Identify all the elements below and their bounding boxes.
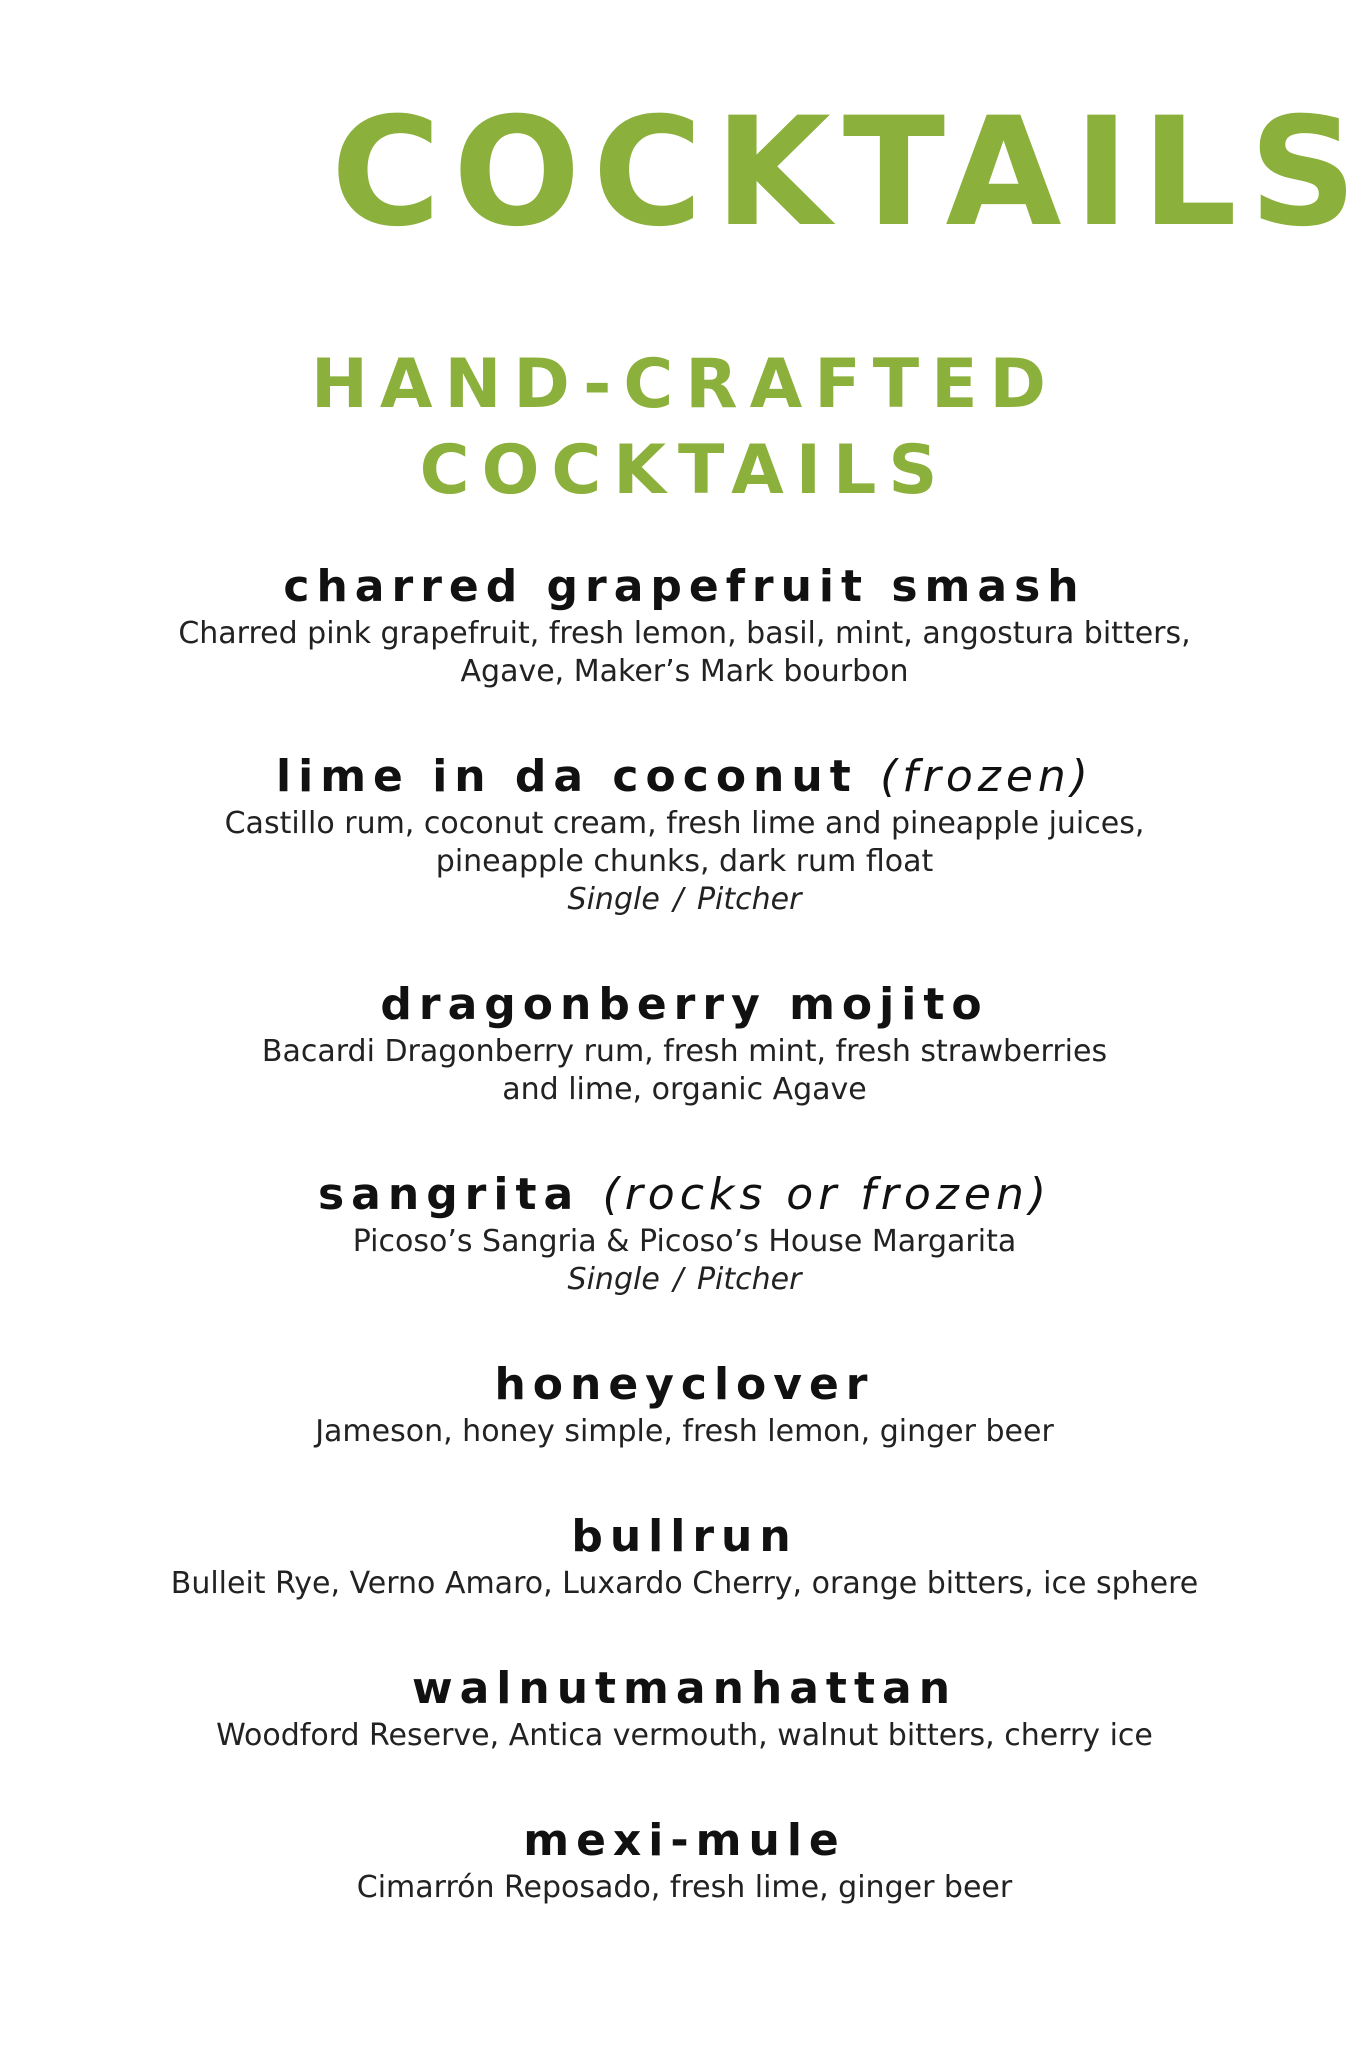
item-description-line-1: Woodford Reserve, Antica vermouth, walnut bitters, cherry ice <box>216 1718 1153 1753</box>
item-name-text: bullrun <box>571 1511 798 1562</box>
item-name <box>0 977 1369 1033</box>
item-description-line-1: Bulleit Rye, Verno Amaro, Luxardo Cherry, orange bitters, ice sphere <box>170 1566 1199 1601</box>
menu-item-honeyclover <box>0 1357 1369 1451</box>
item-name <box>0 1813 1369 1869</box>
item-description <box>0 805 1369 881</box>
item-serving-sizes: Single / Pitcher <box>567 882 802 917</box>
item-name <box>0 749 1369 805</box>
menu-item-sangrita <box>0 1167 1369 1299</box>
item-name-text: mexi-mule <box>523 1815 846 1866</box>
item-description-line-1: Bacardi Dragonberry rum, fresh mint, fresh strawberries <box>261 1034 1108 1069</box>
item-name <box>0 1661 1369 1717</box>
item-description <box>0 1223 1369 1261</box>
cocktail-list <box>0 559 1369 1907</box>
menu-item-bullrun <box>0 1509 1369 1603</box>
item-description <box>0 1413 1369 1451</box>
item-description <box>0 1565 1369 1603</box>
menu-item-mexi-mule <box>0 1813 1369 1907</box>
item-description-line-1: Jameson, honey simple, fresh lemon, ginger beer <box>315 1414 1054 1449</box>
item-name-text: walnutmanhattan <box>411 1663 958 1714</box>
item-description <box>0 1033 1369 1109</box>
item-note: (frozen) <box>880 751 1093 802</box>
item-description-line-1: Cimarrón Reposado, fresh lime, ginger beer <box>356 1870 1013 1905</box>
item-description-line-2: Agave, Maker’s Mark bourbon <box>460 654 909 689</box>
menu-item-lime-in-da-coconut <box>0 749 1369 919</box>
item-name-text: sangrita <box>317 1169 581 1220</box>
menu-item-walnutmanhattan <box>0 1661 1369 1755</box>
item-serving-sizes: Single / Pitcher <box>567 1262 802 1297</box>
item-description <box>0 1717 1369 1755</box>
item-description-line-2: and lime, organic Agave <box>502 1072 867 1107</box>
item-name <box>0 1509 1369 1565</box>
section-title-line-1: HAND-CRAFTED <box>310 345 1058 424</box>
item-name <box>0 559 1369 615</box>
item-description-line-1: Picoso’s Sangria & Picoso’s House Margarita <box>352 1224 1017 1259</box>
item-description-line-1: Castillo rum, coconut cream, fresh lime and pineapple juices, <box>224 806 1145 841</box>
item-note: (rocks or frozen) <box>602 1169 1052 1220</box>
section-title <box>0 342 1369 514</box>
item-name-text: lime in da coconut <box>276 751 858 802</box>
item-name <box>0 1167 1369 1223</box>
item-name-text: dragonberry mojito <box>380 979 989 1030</box>
item-description <box>0 1869 1369 1907</box>
item-name <box>0 1357 1369 1413</box>
menu-item-dragonberry-mojito <box>0 977 1369 1109</box>
section-title-line-2: COCKTAILS <box>419 431 950 510</box>
page-title: COCKTAILS <box>330 86 1369 260</box>
item-description-line-1: Charred pink grapefruit, fresh lemon, basil, mint, angostura bitters, <box>178 616 1191 651</box>
item-description <box>0 615 1369 691</box>
item-description-line-2: pineapple chunks, dark rum float <box>435 844 934 879</box>
menu-item-charred-grapefruit-smash <box>0 559 1369 691</box>
item-name-text: charred grapefruit smash <box>283 561 1086 612</box>
item-name-text: honeyclover <box>494 1359 875 1410</box>
